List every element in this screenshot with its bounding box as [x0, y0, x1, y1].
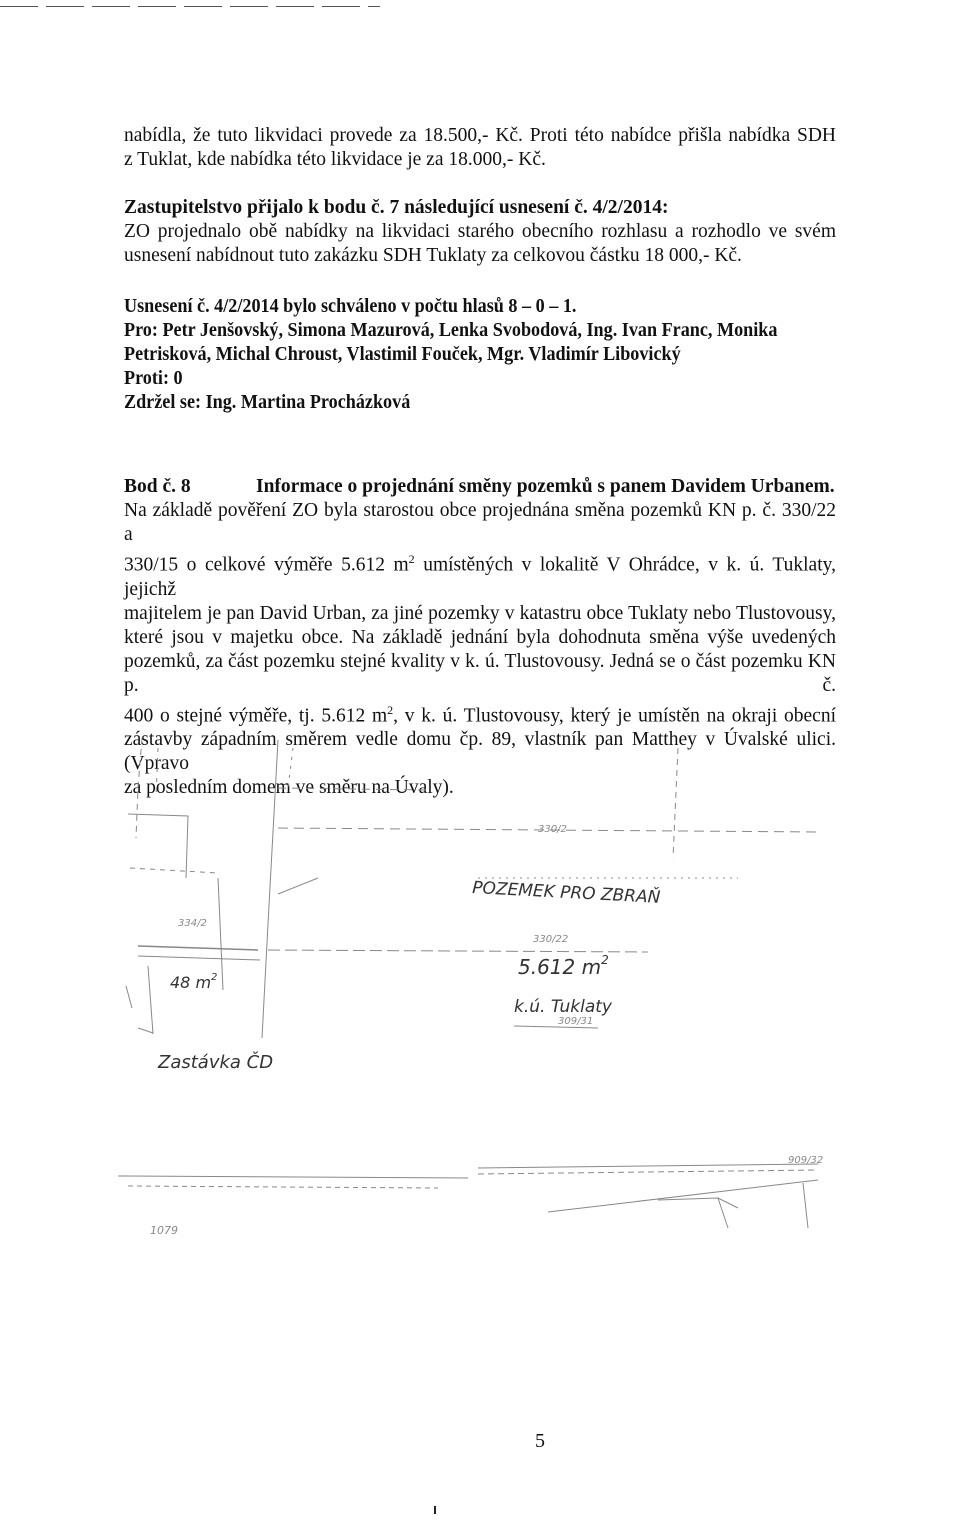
text-fragment: umístěných v lokalitě V Ohrádce, v k. ú. Tuklaty, jejichž [124, 554, 836, 600]
vote-block [124, 295, 836, 415]
parcel-boundary [138, 956, 260, 960]
paragraph-line [124, 698, 836, 729]
handwritten-note: POZEMEK PRO ZBRAŇ [471, 878, 661, 908]
road-line [478, 1164, 818, 1168]
parcel-boundary [128, 814, 188, 878]
parcel-boundary [156, 748, 158, 798]
paragraph-line: majitelem je pan David Urban, za jiné pozemky v katastru obce Tuklaty nebo Tlustovousy, [124, 602, 836, 624]
parcel-label: 330/22 [533, 934, 569, 945]
parcel-label: 909/32 [788, 1155, 824, 1166]
parcel-boundary [218, 878, 223, 990]
top-paragraph [124, 124, 836, 172]
top-scan-rule [0, 6, 380, 7]
parcel-boundary [138, 1028, 153, 1033]
paragraph-line: ZO projednalo obě nabídky na likvidaci starého obecního rozhlasu a rozhodlo ve svém [124, 221, 836, 242]
parcel-boundary [262, 740, 278, 1038]
road-line [548, 1180, 818, 1212]
bod-number: Bod č. 8 [124, 476, 191, 497]
vote-result: Usnesení č. 4/2/2014 bylo schváleno v počtu hlasů 8 – 0 – 1. [124, 296, 577, 317]
parcel-boundary [288, 748, 293, 788]
parcel-boundary [278, 878, 318, 894]
handwritten-area [170, 972, 217, 992]
handwritten-sup: 2 [601, 953, 609, 967]
road-line [118, 1176, 468, 1178]
handwritten-text: 5.612 m [518, 955, 602, 979]
paragraph-line: Na základě pověření ZO byla starostou obce projednána směna pozemků KN p. č. 330/22 a [124, 500, 836, 545]
handwritten-note: k.ú. Tuklaty [514, 997, 612, 1017]
vote-for-line: Petrisková, Michal Chroust, Vlastimil Fouček, Mgr. Vladimír Libovický [124, 344, 681, 365]
paragraph-line: usnesení nabídnout tuto zakázku SDH Tuklaty za celkovou částku 18 000,- Kč. [124, 245, 742, 266]
road-line [478, 1170, 818, 1174]
parcel-label: 330/2 [538, 824, 567, 835]
page-number: 5 [535, 1430, 545, 1452]
resolution-title: Zastupitelstvo přijalo k bodu č. 7 následující usnesení č. 4/2/2014: [124, 197, 669, 218]
parcel-boundary [148, 966, 153, 1034]
paragraph-line: pozemků, za část pozemku stejné kvality v k. ú. Tlustovousy. Jedná se o část pozemku KN p. č. [124, 650, 836, 696]
paragraph-line [124, 547, 836, 602]
handwritten-notes [157, 876, 661, 1073]
vote-against: Proti: 0 [124, 368, 183, 389]
paragraph-line: zástavby západním směrem vedle domu čp. 89, vlastník pan Matthey v Úvalské ulici. (Vpravo [124, 729, 836, 774]
parcel-boundary [268, 950, 648, 952]
text-fragment: 400 o stejné výměře, tj. 5.612 m [124, 705, 388, 726]
handwritten-note: Zastávka ČD [158, 1052, 274, 1073]
bod-8-heading [124, 475, 836, 499]
paragraph-line: z Tuklat, kde nabídka této likvidace je za 18.000,- Kč. [124, 149, 546, 170]
road-line [128, 1186, 438, 1188]
vote-abstain: Zdržel se: Ing. Martina Procházková [124, 392, 411, 413]
text-fragment: , v k. ú. Tlustovousy, který je umístěn na okraji obecní [393, 705, 836, 726]
road-line [658, 1198, 738, 1208]
paragraph-line: za posledním domem ve směru na Úvaly). [124, 777, 454, 798]
superscript: 2 [387, 702, 394, 717]
parcel-label: 334/2 [178, 918, 207, 929]
handwritten-text: 48 m [170, 973, 212, 992]
handwritten-sup: 2 [211, 972, 218, 983]
vote-for-line: Pro: Petr Jenšovský, Simona Mazurová, Lenka Svobodová, Ing. Ivan Franc, Monika [124, 320, 778, 341]
map-lines [118, 738, 818, 1228]
text-fragment: 330/15 o celkové výměře 5.612 m [124, 554, 409, 576]
parcel-boundary [126, 986, 132, 1008]
parcel-boundary [138, 946, 258, 950]
resolution-intro [124, 196, 836, 268]
parcel-boundary [278, 788, 428, 790]
road-line [803, 1183, 808, 1228]
cadastral-map-sketch [118, 728, 838, 1237]
parcel-boundary [136, 738, 142, 838]
paragraph-line: nabídla, že tuto likvidaci provede za 18.500,- Kč. Proti této nabídce přišla nabídka SDH [124, 125, 836, 146]
bod-title: Informace o projednání směny pozemků s panem Davidem Urbanem. [256, 476, 835, 497]
scan-mark [434, 1506, 436, 1514]
parcel-label: 309/31 [558, 1016, 594, 1027]
parcel-boundary [673, 748, 678, 858]
superscript: 2 [408, 552, 415, 566]
handwritten-area [518, 953, 609, 979]
paragraph-line: které jsou v majetku obce. Na základě jednání byla dohodnuta směna výše uvedených [124, 626, 836, 648]
parcel-boundary [130, 868, 218, 873]
parcel-label: 1079 [150, 1224, 178, 1237]
